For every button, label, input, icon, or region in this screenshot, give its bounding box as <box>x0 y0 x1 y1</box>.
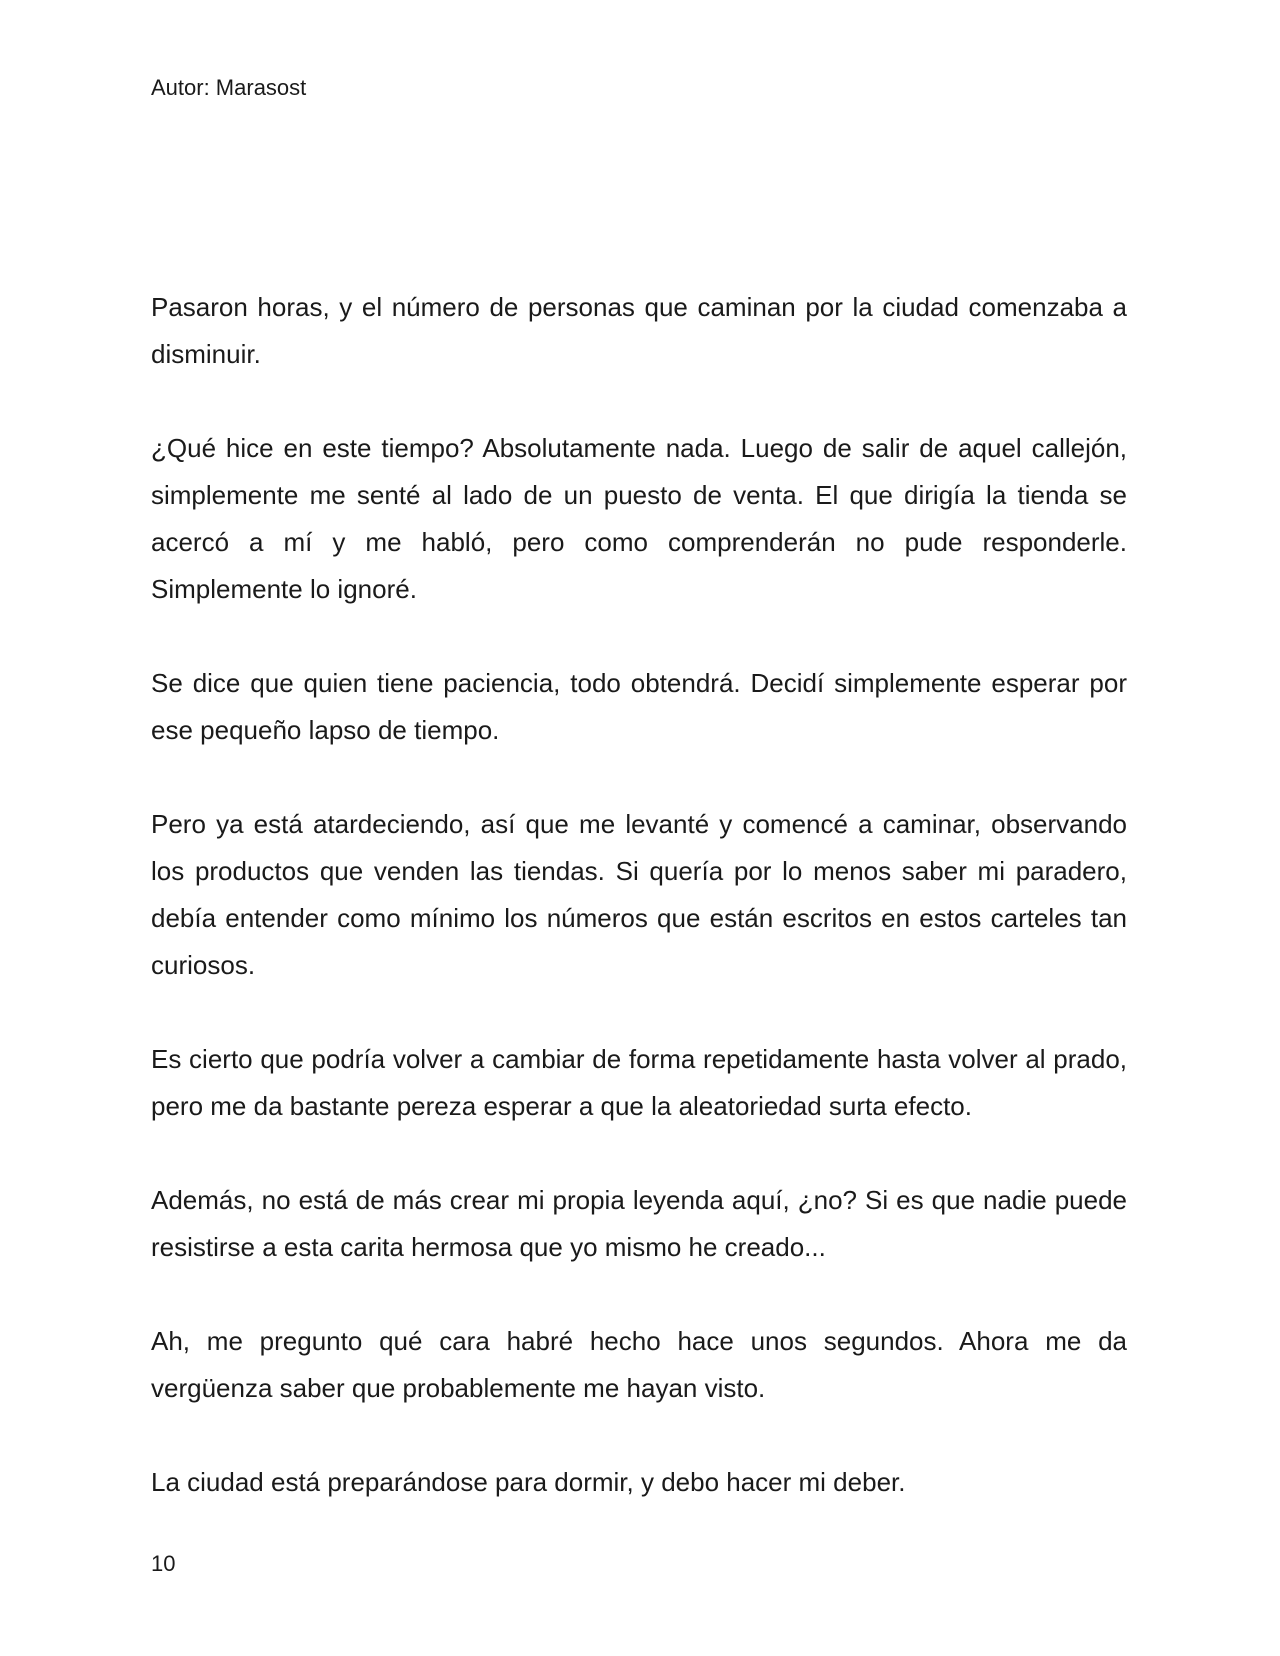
body-text <box>151 284 1127 1553</box>
page-number: 10 <box>151 1551 176 1576</box>
paragraph: Se dice que quien tiene paciencia, todo obtendrá. Decidí simplemente esperar por ese pequeño lapso de tiempo. <box>151 668 1127 745</box>
paragraph: La ciudad está preparándose para dormir, y debo hacer mi deber. <box>151 1467 906 1497</box>
paragraph: Ah, me pregunto qué cara habré hecho hace unos segundos. Ahora me da vergüenza saber que probablemente me hayan visto. <box>151 1326 1127 1403</box>
paragraph: Además, no está de más crear mi propia leyenda aquí, ¿no? Si es que nadie puede resistirse a esta carita hermosa que yo mismo he creado... <box>151 1185 1127 1262</box>
paragraph: Pasaron horas, y el número de personas que caminan por la ciudad comenzaba a disminuir. <box>151 292 1127 369</box>
paragraph: Pero ya está atardeciendo, así que me levanté y comencé a caminar, observando los productos que venden las tiendas. Si quería por lo menos saber mi paradero, debía entender como mínimo los números que están escritos en estos carteles tan curiosos. <box>151 809 1127 980</box>
author-header: Autor: Marasost <box>151 75 307 100</box>
paragraph: ¿Qué hice en este tiempo? Absolutamente nada. Luego de salir de aquel callejón, simplemente me senté al lado de un puesto de venta. El que dirigía la tienda se acercó a mí y me habló, pero como comprenderán no pude responderle. Simplemente lo ignoré. <box>151 433 1127 604</box>
paragraph: Es cierto que podría volver a cambiar de forma repetidamente hasta volver al prado, pero me da bastante pereza esperar a que la aleatoriedad surta efecto. <box>151 1044 1127 1121</box>
